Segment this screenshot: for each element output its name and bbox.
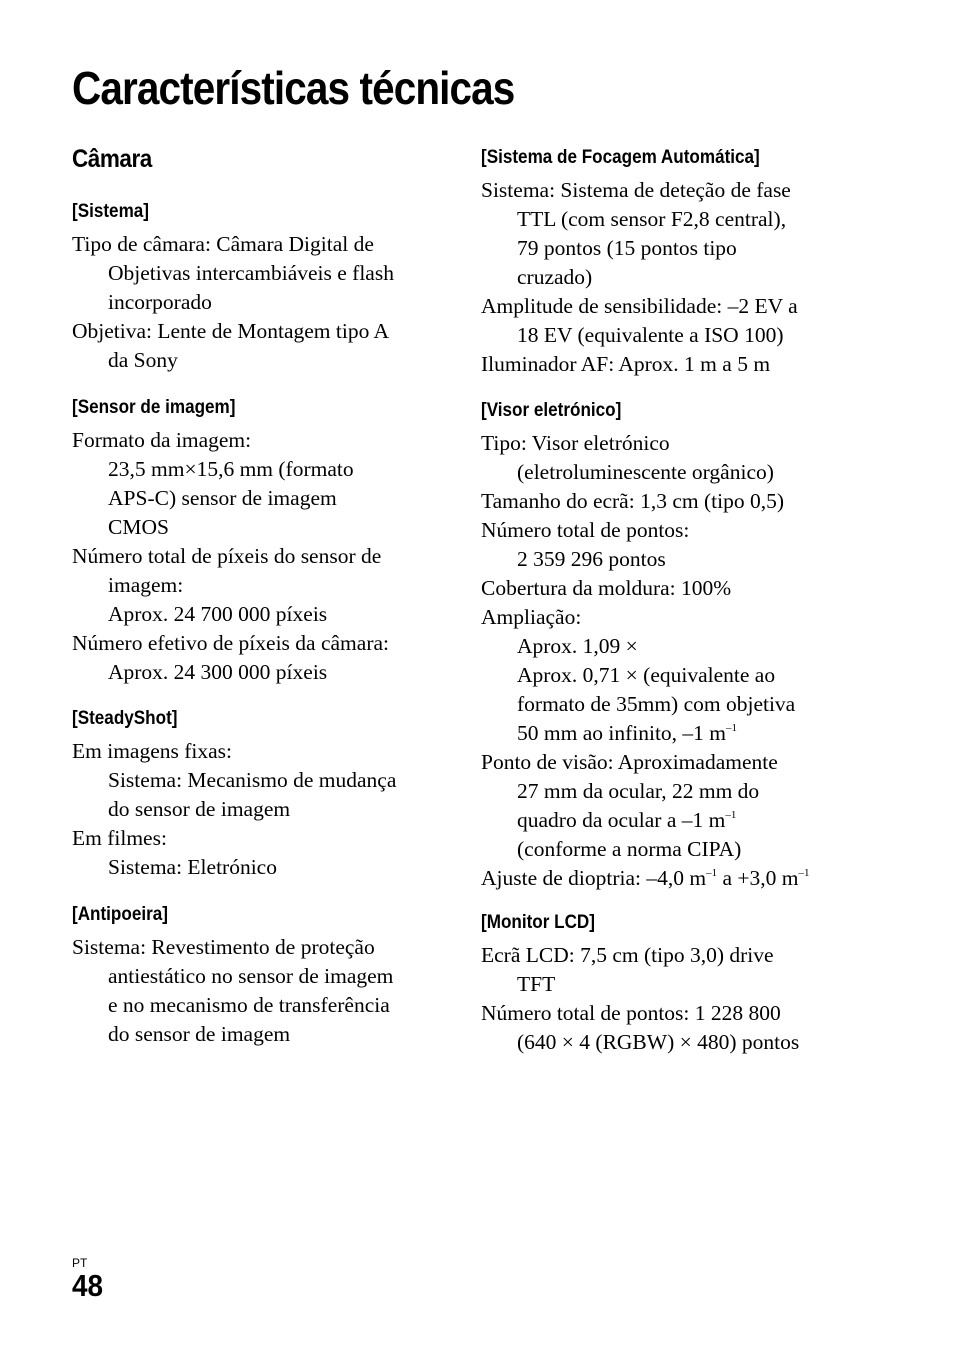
- spec-text: Ajuste de dioptria: –4,0 m: [481, 866, 707, 890]
- section-heading: [Monitor LCD]: [481, 912, 595, 933]
- spec-line: Aprox. 1,09 ×: [517, 634, 638, 658]
- spec-line: TFT: [517, 972, 556, 996]
- spec-line: [481, 864, 881, 893]
- spec-text: 50 mm ao infinito, –1 m: [517, 721, 727, 745]
- section-sensor: [72, 393, 444, 687]
- spec-line: Objetiva: Lente de Montagem tipo A: [72, 319, 390, 343]
- spec-line: Sistema: Sistema de deteção de fase: [481, 178, 791, 202]
- section-antipoeira: [72, 900, 444, 1049]
- spec-entry: [481, 176, 881, 292]
- spec-line: Aprox. 24 700 000 píxeis: [108, 602, 328, 626]
- spec-line: Número total de pontos:: [481, 518, 690, 542]
- spec-line: Tamanho do ecrã: 1,3 cm (tipo 0,5): [481, 489, 784, 513]
- chapter-heading: Câmara: [72, 145, 152, 173]
- section-heading: [Sistema de Focagem Automática]: [481, 147, 760, 168]
- spec-line: Ecrã LCD: 7,5 cm (tipo 3,0) drive: [481, 943, 774, 967]
- spec-line: Cobertura da moldura: 100%: [481, 576, 732, 600]
- spec-line: 2 359 296 pontos: [517, 547, 666, 571]
- section-heading: [Antipoeira]: [72, 904, 168, 925]
- spec-line: CMOS: [108, 515, 169, 539]
- spec-entry: [72, 629, 444, 687]
- section-visor: [481, 396, 881, 893]
- superscript: –1: [726, 722, 738, 734]
- spec-line: Número total de píxeis do sensor de: [72, 544, 382, 568]
- spec-line: [481, 719, 881, 748]
- spec-line: Objetivas intercambiáveis e flash: [108, 261, 394, 285]
- spec-line: 27 mm da ocular, 22 mm do: [517, 779, 760, 803]
- spec-line: (conforme a norma CIPA): [517, 837, 742, 861]
- spec-entry: [481, 941, 881, 999]
- spec-line: Amplitude de sensibilidade: –2 EV a: [481, 294, 798, 318]
- spec-entry: [481, 429, 881, 487]
- spec-entry: [481, 574, 881, 603]
- spec-line: [481, 806, 881, 835]
- section-heading: [Sensor de imagem]: [72, 397, 236, 418]
- spec-line: Em filmes:: [72, 826, 167, 850]
- superscript: –1: [725, 809, 737, 821]
- spec-line: Número total de pontos: 1 228 800: [481, 1001, 781, 1025]
- spec-line: Tipo: Visor eletrónico: [481, 431, 670, 455]
- spec-line: 79 pontos (15 pontos tipo: [517, 236, 737, 260]
- spec-line: Aprox. 24 300 000 píxeis: [108, 660, 328, 684]
- section-focagem: [481, 143, 881, 379]
- spec-line: do sensor de imagem: [108, 797, 291, 821]
- section-heading: [SteadyShot]: [72, 708, 178, 729]
- spec-entry: [481, 516, 881, 574]
- spec-entry: [72, 230, 444, 317]
- section-steadyshot: [72, 704, 444, 882]
- language-code: PT: [72, 1256, 88, 1270]
- spec-entry: [481, 864, 881, 893]
- page-number: 48: [72, 1268, 104, 1303]
- spec-line: formato de 35mm) com objetiva: [517, 692, 796, 716]
- page-footer: [72, 1256, 106, 1302]
- spec-entry: [72, 426, 444, 542]
- spec-line: Ponto de visão: Aproximadamente: [481, 750, 778, 774]
- superscript: –1: [798, 867, 810, 879]
- spec-line: incorporado: [108, 290, 212, 314]
- spec-line: Aprox. 0,71 × (equivalente ao: [517, 663, 776, 687]
- spec-line: e no mecanismo de transferência: [108, 993, 390, 1017]
- spec-line: Ampliação:: [481, 605, 582, 629]
- spec-line: Sistema: Eletrónico: [108, 855, 277, 879]
- spec-line: (640 × 4 (RGBW) × 480) pontos: [517, 1030, 800, 1054]
- spec-entry: [72, 542, 444, 629]
- spec-line: Iluminador AF: Aprox. 1 m a 5 m: [481, 352, 771, 376]
- section-monitor: [481, 908, 881, 1057]
- superscript: –1: [706, 867, 718, 879]
- spec-entry: [481, 748, 881, 864]
- spec-line: antiestático no sensor de imagem: [108, 964, 394, 988]
- spec-entry: [481, 292, 881, 350]
- spec-text: quadro da ocular a –1 m: [517, 808, 726, 832]
- spec-line: imagem:: [108, 573, 184, 597]
- spec-line: APS-C) sensor de imagem: [108, 486, 337, 510]
- section-heading: [Sistema]: [72, 201, 149, 222]
- spec-line: (eletroluminescente orgânico): [517, 460, 774, 484]
- spec-line: Formato da imagem:: [72, 428, 252, 452]
- spec-text: a +3,0 m: [717, 866, 799, 890]
- spec-line: cruzado): [517, 265, 593, 289]
- spec-line: da Sony: [108, 348, 178, 372]
- section-heading: [Visor eletrónico]: [481, 400, 622, 421]
- spec-entry: [72, 933, 444, 1049]
- spec-line: Em imagens fixas:: [72, 739, 233, 763]
- spec-line: 18 EV (equivalente a ISO 100): [517, 323, 784, 347]
- spec-entry: [481, 603, 881, 748]
- section-sistema: [72, 197, 444, 375]
- page-title: Características técnicas: [72, 62, 515, 114]
- spec-line: Sistema: Mecanismo de mudança: [108, 768, 397, 792]
- spec-line: Número efetivo de píxeis da câmara:: [72, 631, 389, 655]
- spec-entry: [72, 824, 444, 882]
- spec-entry: [481, 999, 881, 1057]
- spec-entry: [481, 350, 881, 379]
- spec-entry: [481, 487, 881, 516]
- spec-line: Tipo de câmara: Câmara Digital de: [72, 232, 374, 256]
- spec-entry: [72, 317, 444, 375]
- spec-line: do sensor de imagem: [108, 1022, 291, 1046]
- spec-line: TTL (com sensor F2,8 central),: [517, 207, 787, 231]
- spec-line: Sistema: Revestimento de proteção: [72, 935, 375, 959]
- spec-line: 23,5 mm×15,6 mm (formato: [108, 457, 354, 481]
- spec-entry: [72, 737, 444, 824]
